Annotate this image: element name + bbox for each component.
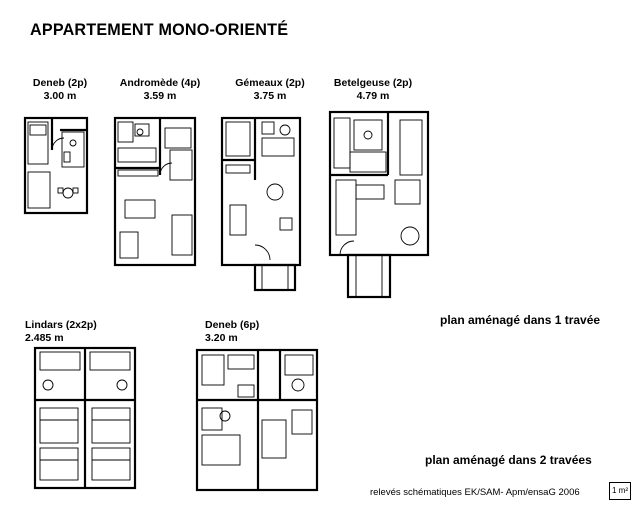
plan-width: 3.59 m	[143, 90, 177, 102]
plan-deneb-6p	[197, 350, 317, 490]
plan-name: Betelgeuse (2p)	[333, 77, 413, 89]
plan-width: 3.75 m	[253, 90, 287, 102]
caption-one-bay: plan aménagé dans 1 travée	[440, 313, 601, 327]
plan-name: Deneb (6p)	[205, 319, 260, 331]
plan-name: Andromède (4p)	[119, 77, 201, 89]
plan-width: 4.79 m	[356, 90, 390, 102]
plan-lindars	[35, 348, 135, 488]
credit-text: relevés schématiques EK/SAM- Apm/ensaG 2006	[370, 487, 580, 498]
plan-andromede	[115, 118, 195, 265]
plan-width: 2.485 m	[25, 332, 64, 344]
plan-name: Deneb (2p)	[32, 77, 88, 89]
plan-gemeaux	[222, 118, 300, 290]
plan-width: 3.20 m	[205, 332, 238, 344]
plan-deneb-2p	[25, 118, 87, 213]
page-title: APPARTEMENT MONO-ORIENTÉ	[30, 20, 289, 39]
plan-name: Gémeaux (2p)	[235, 77, 305, 89]
plan-width: 3.00 m	[43, 90, 77, 102]
plan-name: Lindars (2x2p)	[25, 319, 97, 331]
plan-betelgeuse	[330, 112, 428, 297]
caption-two-bays: plan aménagé dans 2 travées	[425, 453, 592, 467]
scale-box: 1 m²	[609, 482, 631, 500]
